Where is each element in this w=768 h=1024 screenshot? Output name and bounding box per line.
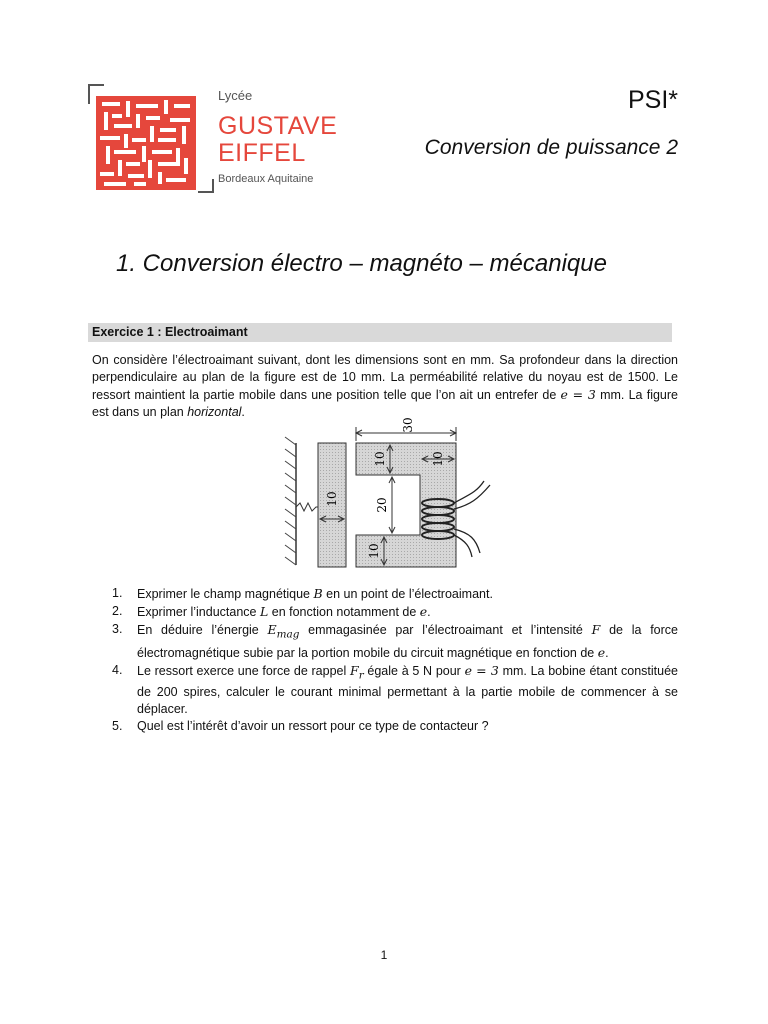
logo-name-line1: GUSTAVE [218,112,338,140]
question-text: Le ressort exerce une force de rappel [137,663,350,678]
math-symbol: L [259,604,269,619]
question-number: 2. [112,604,123,618]
question-item [112,585,678,603]
math-symbol: e [597,644,606,660]
dim-mobile-label: 10 [325,491,339,507]
section-title: 1. Conversion électro – magnéto – mécanique [116,250,607,277]
math-e: e [560,387,568,402]
dim-height-label: 20 [375,497,389,513]
page-number: 1 [380,948,388,962]
math-symbol: e = 3 [464,662,499,678]
intro-text-1: On considère l’électroaimant suivant, dont les dimensions sont en mm. Sa profondeur dans la direction perpendiculaire au plan de la figure est de 10 mm. La perméabilité relative du noyau est de 1500. Le ressort maintient la partie mobile dans une position telle que l’on ait un entrefer de [92,353,678,402]
question-text: emmagasinée par l’électroaimant et l’intensité [299,623,592,637]
coil-wires [454,481,490,557]
fixed-wall [285,437,296,565]
question-text: Quel est l’intérêt d’avoir un ressort pour ce type de contacteur ? [137,719,489,733]
question-item [112,603,678,621]
logo-name-line2: EIFFEL [218,139,306,167]
math-symbol: F [591,622,601,637]
spring [296,503,318,511]
math-subscript: mag [276,628,300,641]
question-list [112,585,678,735]
math-subscript: r [358,669,364,681]
question-item [112,718,678,735]
math-symbol: F [350,662,359,678]
question-text: en un point de l’électroaimant. [322,587,493,601]
dim-right-label: 10 [431,451,445,467]
question-item [112,662,678,719]
electromagnet-figure [280,415,496,571]
intro-text-3: . [241,405,245,419]
logo-mosaic-icon [96,96,196,190]
exercise-title: Exercice 1 : Electroaimant [88,323,672,342]
logo-lycee-label: Lycée [218,88,253,103]
question-number: 3. [112,622,123,636]
question-text: . [427,605,431,619]
question-text: de la force électromagnétique subie par la portion mobile du circuit magnétique en fonction de [137,623,679,660]
question-text: égale à 5 N pour [363,663,465,678]
class-code: PSI* [627,86,678,114]
question-number: 5. [112,719,123,733]
dim-bottom-label: 10 [367,543,381,559]
math-symbol: e [419,604,428,619]
logo-city: Bordeaux Aquitaine [218,173,314,185]
intro-italic-word: horizontal [187,405,242,419]
school-logo [88,84,348,194]
question-item [112,621,678,662]
dim-width-label: 30 [401,417,415,433]
dim-top-label: 10 [373,451,387,467]
question-text: Exprimer le champ magnétique [137,587,314,601]
exercise-intro [92,352,678,421]
math-eq: = 3 [567,387,596,402]
math-symbol: E [267,622,277,637]
dim-height-arrow [389,477,395,533]
document-subtitle: Conversion de puissance 2 [424,136,678,159]
question-text: En déduire l’énergie [137,623,268,637]
question-text: . [605,645,609,660]
logo-corner-bottom-right [198,179,214,193]
question-text: mm. La bobine étant constituée de 200 spires, calculer le courant minimal permettant à la partie mobile de commencer à se déplacer. [137,663,678,716]
question-number: 1. [112,586,123,600]
question-text: en fonction notamment de [268,605,420,619]
question-text: Exprimer l’inductance [137,605,260,619]
math-symbol: B [313,586,323,601]
question-number: 4. [112,662,123,677]
intro-text-2: mm. La figure est dans un plan [92,388,678,419]
